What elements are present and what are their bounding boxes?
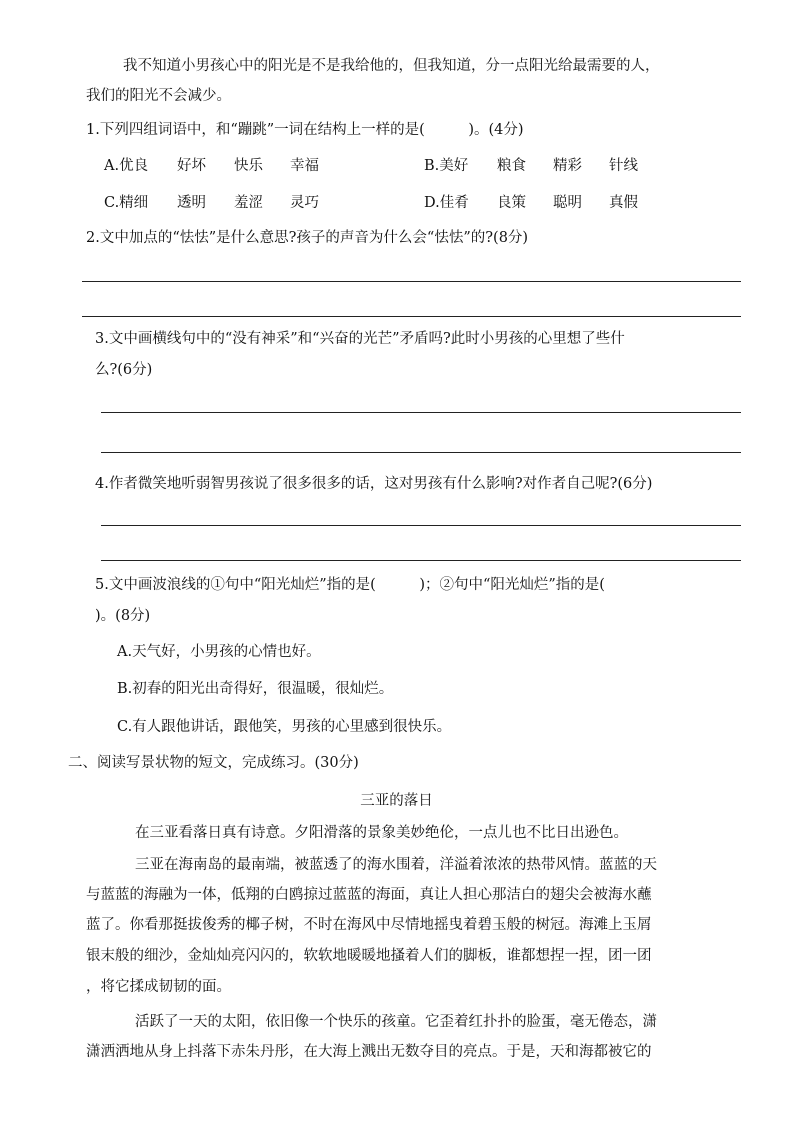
q1-option-d-word: 聪明 [553,195,582,211]
passage-paragraph-1: 在三亚看落日真有诗意。夕阳滑落的景象美妙绝伦，一点儿也不比日出逊色。 [135,825,628,841]
q2-answer-line-1[interactable] [82,281,741,282]
q1-option-b-label: B.美好 [424,158,469,174]
intro-line-2: 我们的阳光不会减少。 [86,88,231,104]
section-2-heading: 二、阅读写景状物的短文，完成练习。(30分) [68,755,359,771]
intro-line-1: 我不知道小男孩心中的阳光是不是我给他的，但我知道，分一点阳光给最需要的人， [123,58,660,74]
q1-option-b-word: 粮食 [497,158,526,174]
q1-option-d-label: D.佳肴 [424,195,469,211]
passage-paragraph-2-line-1: 三亚在海南岛的最南端，被蓝透了的海水围着，洋溢着浓浓的热带风情。蓝蓝的天 [135,857,657,873]
q4-stem: 4.作者微笑地听弱智男孩说了很多很多的话，这对男孩有什么影响?对作者自己呢?(6分) [95,476,653,492]
q1-option-c-label: C.精细 [104,195,149,211]
passage-title: 三亚的落日 [360,793,433,809]
q4-answer-line-1[interactable] [101,525,741,526]
q5-option-c: C.有人跟他讲话，跟他笑，男孩的心里感到很快乐。 [117,719,452,735]
passage-paragraph-3-line-1: 活跃了一天的太阳，依旧像一个快乐的孩童。它歪着红扑扑的脸蛋，毫无倦态，潇 [135,1014,657,1030]
q3-answer-line-2[interactable] [101,452,741,453]
q5-option-a: A.天气好，小男孩的心情也好。 [117,644,321,660]
q5-stem-line-2: )。(8分) [95,608,151,624]
q1-option-a-word: 好坏 [177,158,206,174]
passage-paragraph-2-line-2: 与蓝蓝的海融为一体，低翔的白鸥掠过蓝蓝的海面，真让人担心那洁白的翅尖会被海水蘸 [86,887,652,903]
q1-option-a-word: 快乐 [234,158,263,174]
q1-option-a-label: A.优良 [104,158,149,174]
q3-stem-line-2: 么?(6分) [95,362,153,378]
passage-paragraph-2-line-5: ，将它揉成韧韧的面。 [86,979,231,995]
q5-stem-line-1: 5.文中画波浪线的①句中“阳光灿烂”指的是( )；②句中“阳光灿烂”指的是( [95,577,605,593]
q1-option-b-word: 针线 [609,158,638,174]
q1-option-c-word: 灵巧 [290,195,319,211]
passage-paragraph-2-line-3: 蓝了。你看那挺拔俊秀的椰子树，不时在海风中尽情地摇曳着碧玉般的树冠。海滩上玉屑 [86,917,652,933]
q1-option-c-word: 透明 [177,195,206,211]
q3-stem-line-1: 3.文中画横线句中的“没有神采”和“兴奋的光芒”矛盾吗?此时小男孩的心里想了些什 [95,331,625,347]
q1-option-a-word: 幸福 [290,158,319,174]
q1-stem: 1.下列四组词语中，和“蹦跳”一词在结构上一样的是( )。(4分) [86,122,524,138]
q1-option-b-word: 精彩 [553,158,582,174]
q1-option-c-word: 羞涩 [234,195,263,211]
q2-stem: 2.文中加点的“怯怯”是什么意思?孩子的声音为什么会“怯怯”的?(8分) [86,230,529,246]
q4-answer-line-2[interactable] [101,560,741,561]
q2-answer-line-2[interactable] [82,316,741,317]
passage-paragraph-3-line-2: 潇洒洒地从身上抖落下赤朱丹彤，在大海上溅出无数夺目的亮点。于是，天和海都被它的 [86,1044,652,1060]
passage-paragraph-2-line-4: 银末般的细沙，金灿灿亮闪闪的，软软地暖暖地搔着人们的脚板，谁都想捏一捏，团一团 [86,948,652,964]
q5-option-b: B.初春的阳光出奇得好，很温暖，很灿烂。 [117,681,394,697]
q3-answer-line-1[interactable] [101,412,741,413]
q1-option-d-word: 良策 [497,195,526,211]
q1-option-d-word: 真假 [609,195,638,211]
